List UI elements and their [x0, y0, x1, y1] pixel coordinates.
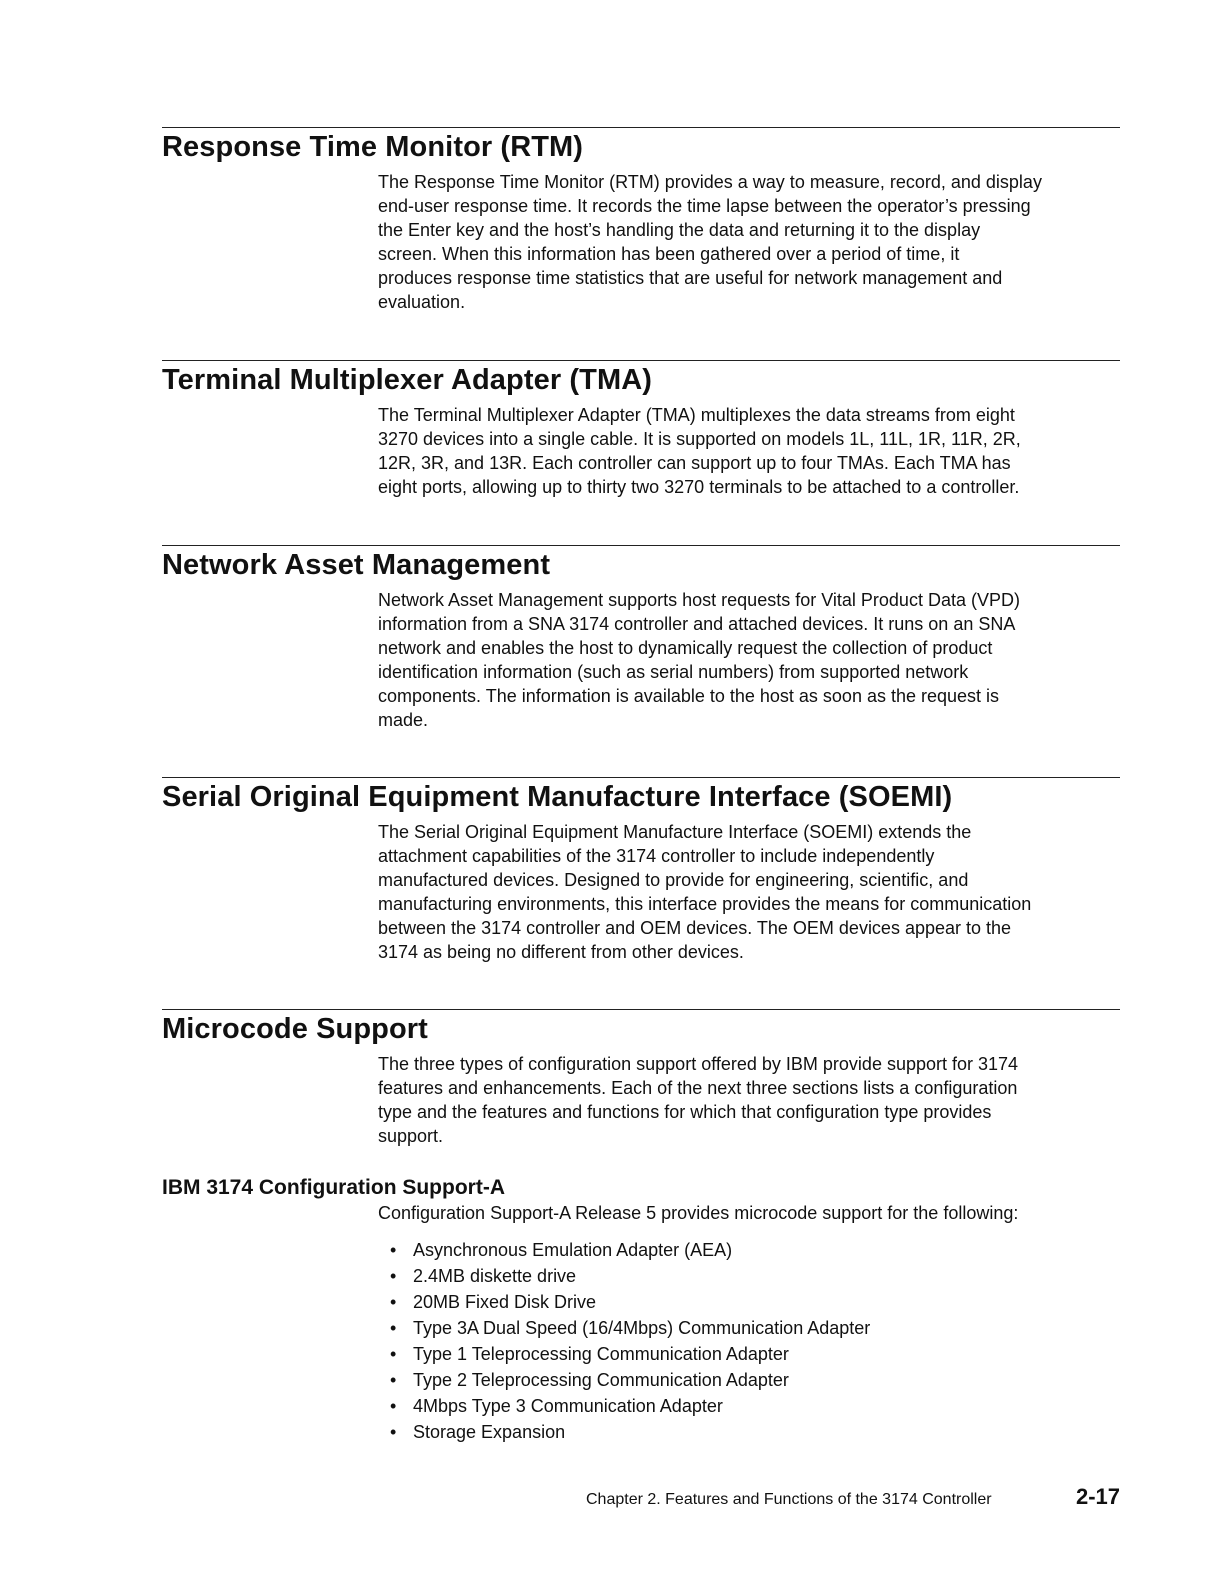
- list-item-text: Type 1 Teleprocessing Communication Adapter: [413, 1344, 789, 1364]
- text-line: type and the features and functions for which that configuration type provides: [378, 1102, 992, 1122]
- list-item-text: 4Mbps Type 3 Communication Adapter: [413, 1396, 723, 1416]
- feature-list: [378, 1237, 1120, 1445]
- list-item: [378, 1419, 1120, 1445]
- text-line: The Terminal Multiplexer Adapter (TMA) multiplexes the data streams from eight: [378, 405, 1015, 425]
- section-tma: [162, 360, 1120, 499]
- paragraph-rtm: [378, 170, 1123, 314]
- list-item: [378, 1315, 1120, 1341]
- text-line: eight ports, allowing up to thirty two 3270 terminals to be attached to a controller.: [378, 477, 1020, 497]
- subheading-configuration-support-a: IBM 3174 Configuration Support-A: [162, 1176, 505, 1199]
- section-microcode-support: [162, 1009, 1120, 1148]
- text-line: The Serial Original Equipment Manufacture Interface (SOEMI) extends the: [378, 822, 972, 842]
- list-item-text: 20MB Fixed Disk Drive: [413, 1292, 597, 1312]
- list-item-text: Type 3A Dual Speed (16/4Mbps) Communication Adapter: [413, 1318, 871, 1338]
- heading-soemi: Serial Original Equipment Manufacture Interface (SOEMI): [162, 781, 953, 813]
- subsection-intro: Configuration Support-A Release 5 provides microcode support for the following:: [378, 1203, 1019, 1223]
- bullet-icon: •: [390, 1370, 397, 1390]
- text-line: made.: [378, 710, 429, 730]
- bullet-icon: •: [390, 1344, 397, 1364]
- text-line: The three types of configuration support offered by IBM provide support for 3174: [378, 1054, 1019, 1074]
- bullet-icon: •: [390, 1422, 397, 1442]
- text-line: screen. When this information has been gathered over a period of time, it: [378, 244, 960, 264]
- list-item-text: Storage Expansion: [413, 1422, 566, 1442]
- bullet-icon: •: [390, 1318, 397, 1338]
- text-line: The Response Time Monitor (RTM) provides a way to measure, record, and display: [378, 172, 1042, 192]
- heading-tma: Terminal Multiplexer Adapter (TMA): [162, 364, 652, 396]
- text-line: components. The information is available to the host as soon as the request is: [378, 686, 1000, 706]
- section-soemi: [162, 777, 1120, 964]
- bullet-icon: •: [390, 1292, 397, 1312]
- text-line: 3270 devices into a single cable. It is supported on models 1L, 11L, 1R, 11R, 2R,: [378, 429, 1021, 449]
- list-item: [378, 1237, 1120, 1263]
- text-line: features and enhancements. Each of the next three sections lists a configuration: [378, 1078, 1018, 1098]
- list-item: [378, 1341, 1120, 1367]
- paragraph-tma: [378, 403, 1123, 499]
- text-line: the Enter key and the host’s handling the data and returning it to the display: [378, 220, 981, 240]
- bullet-icon: •: [390, 1266, 397, 1286]
- list-item-text: Asynchronous Emulation Adapter (AEA): [413, 1240, 733, 1260]
- footer-chapter-title: Chapter 2. Features and Functions of the 3174 Controller: [586, 1491, 992, 1508]
- heading-rtm: Response Time Monitor (RTM): [162, 131, 584, 163]
- list-item: [378, 1367, 1120, 1393]
- text-line: produces response time statistics that are useful for network management and: [378, 268, 1003, 288]
- subsection-configuration-support-a: [162, 1175, 1120, 1445]
- text-line: network and enables the host to dynamically request the collection of product: [378, 638, 993, 658]
- list-item: [378, 1393, 1120, 1419]
- text-line: 3174 as being no different from other devices.: [378, 942, 744, 962]
- paragraph-soemi: [378, 820, 1123, 964]
- heading-microcode-support: Microcode Support: [162, 1013, 428, 1045]
- text-line: identification information (such as serial numbers) from supported network: [378, 662, 969, 682]
- section-network-asset-management: [162, 545, 1120, 732]
- bullet-icon: •: [390, 1396, 397, 1416]
- paragraph-microcode-support: [378, 1052, 1123, 1148]
- text-line: support.: [378, 1126, 444, 1146]
- paragraph-network-asset-management: [378, 588, 1123, 732]
- text-line: evaluation.: [378, 292, 466, 312]
- list-item-text: 2.4MB diskette drive: [413, 1266, 577, 1286]
- page-number: 2-17: [1075, 1484, 1120, 1509]
- bullet-icon: •: [390, 1240, 397, 1260]
- page-footer: [586, 1484, 1120, 1513]
- text-line: information from a SNA 3174 controller and attached devices. It runs on an SNA: [378, 614, 1016, 634]
- list-item: [378, 1289, 1120, 1315]
- list-item-text: Type 2 Teleprocessing Communication Adapter: [413, 1370, 789, 1390]
- heading-network-asset-management: Network Asset Management: [162, 549, 551, 581]
- text-line: manufacturing environments, this interface provides the means for communication: [378, 894, 1032, 914]
- text-line: 12R, 3R, and 13R. Each controller can support up to four TMAs. Each TMA has: [378, 453, 1011, 473]
- text-line: end-user response time. It records the time lapse between the operator’s pressing: [378, 196, 1031, 216]
- text-line: between the 3174 controller and OEM devices. The OEM devices appear to the: [378, 918, 1012, 938]
- list-item: [378, 1263, 1120, 1289]
- text-line: Network Asset Management supports host requests for Vital Product Data (VPD): [378, 590, 1020, 610]
- text-line: attachment capabilities of the 3174 controller to include independently: [378, 846, 935, 866]
- section-rtm: [162, 127, 1120, 314]
- text-line: manufactured devices. Designed to provide for engineering, scientific, and: [378, 870, 969, 890]
